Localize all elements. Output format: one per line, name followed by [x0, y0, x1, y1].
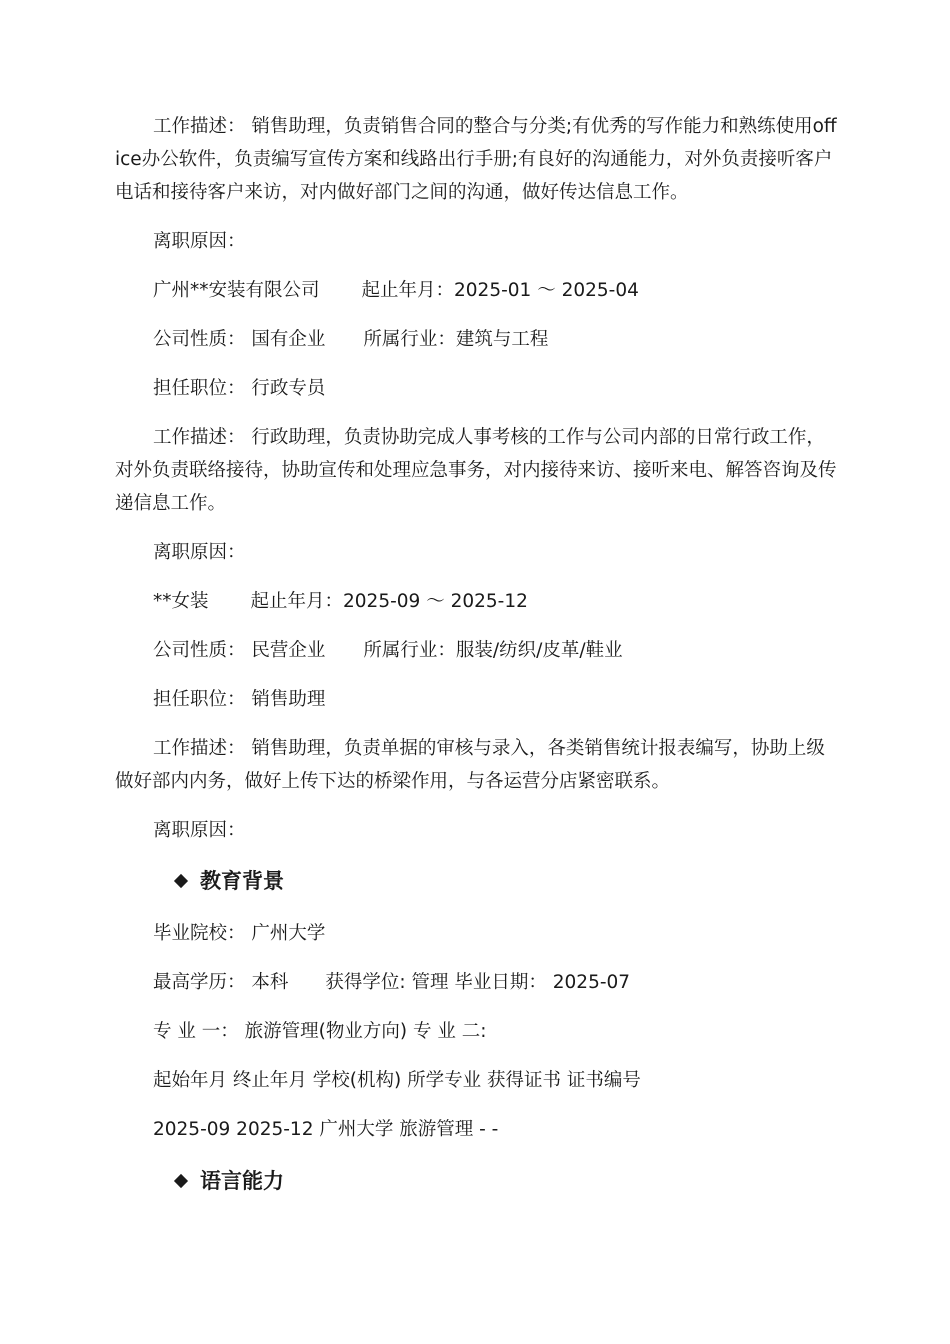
- employment-period: 起止年月：2025-09 ～ 2025-12: [250, 591, 528, 612]
- company-nature: 公司性质： 国有企业: [153, 329, 326, 350]
- section-title: 语言能力: [200, 1169, 284, 1193]
- company-industry: 所属行业：建筑与工程: [363, 329, 549, 350]
- major-line: 专 业 一： 旅游管理(物业方向) 专 业 二:: [153, 1021, 487, 1042]
- company-line: [153, 274, 878, 307]
- company-line: [153, 585, 878, 618]
- company-name: 广州**安装有限公司: [153, 280, 320, 301]
- employment-period: 起止年月：2025-01 ～ 2025-04: [361, 280, 639, 301]
- company-industry: 所属行业：服装/纺织/皮革/鞋业: [363, 640, 623, 661]
- education-table-header: 起始年月 终止年月 学校(机构) 所学专业 获得证书 证书编号: [153, 1070, 641, 1091]
- company-nature-line: [153, 323, 878, 356]
- section-heading-language: [176, 1164, 284, 1198]
- company-nature-line: [153, 634, 878, 667]
- diamond-bullet-icon: [174, 874, 188, 888]
- position: 担任职位： 行政专员: [153, 378, 326, 399]
- job-description: 工作描述： 行政助理，负责协助完成人事考核的工作与公司内部的日常行政工作，对外负责联络接待，协助宣传和处理应急事务，对内接待来访、接听来电、解答咨询及传递信息工作。: [115, 427, 837, 514]
- diamond-bullet-icon: [174, 1174, 188, 1188]
- company-nature: 公司性质： 民营企业: [153, 640, 326, 661]
- job-description: 工作描述： 销售助理，负责单据的审核与录入，各类销售统计报表编写，协助上级做好部内内务，做好上传下达的桥梁作用，与各运营分店紧密联系。: [115, 738, 825, 792]
- leave-reason: 离职原因：: [153, 542, 246, 563]
- education-table-row: 2025-09 2025-12 广州大学 旅游管理 - -: [153, 1119, 499, 1140]
- leave-reason: 离职原因：: [153, 231, 246, 252]
- company-name: **女装: [153, 591, 209, 612]
- leave-reason: 离职原因：: [153, 820, 246, 841]
- position: 担任职位： 销售助理: [153, 689, 326, 710]
- graduation-school: 毕业院校： 广州大学: [153, 923, 326, 944]
- section-title: 教育背景: [200, 869, 284, 893]
- section-heading-education: [176, 864, 284, 898]
- job-description: 工作描述： 销售助理，负责销售合同的整合与分类;有优秀的写作能力和熟练使用office办公软件，负责编写宣传方案和线路出行手册;有良好的沟通能力，对外负责接听客户电话和接待客户来访，对内做好部门之间的沟通，做好传达信息工作。: [115, 116, 837, 203]
- degree-line: 最高学历： 本科 获得学位: 管理 毕业日期： 2025-07: [153, 972, 631, 993]
